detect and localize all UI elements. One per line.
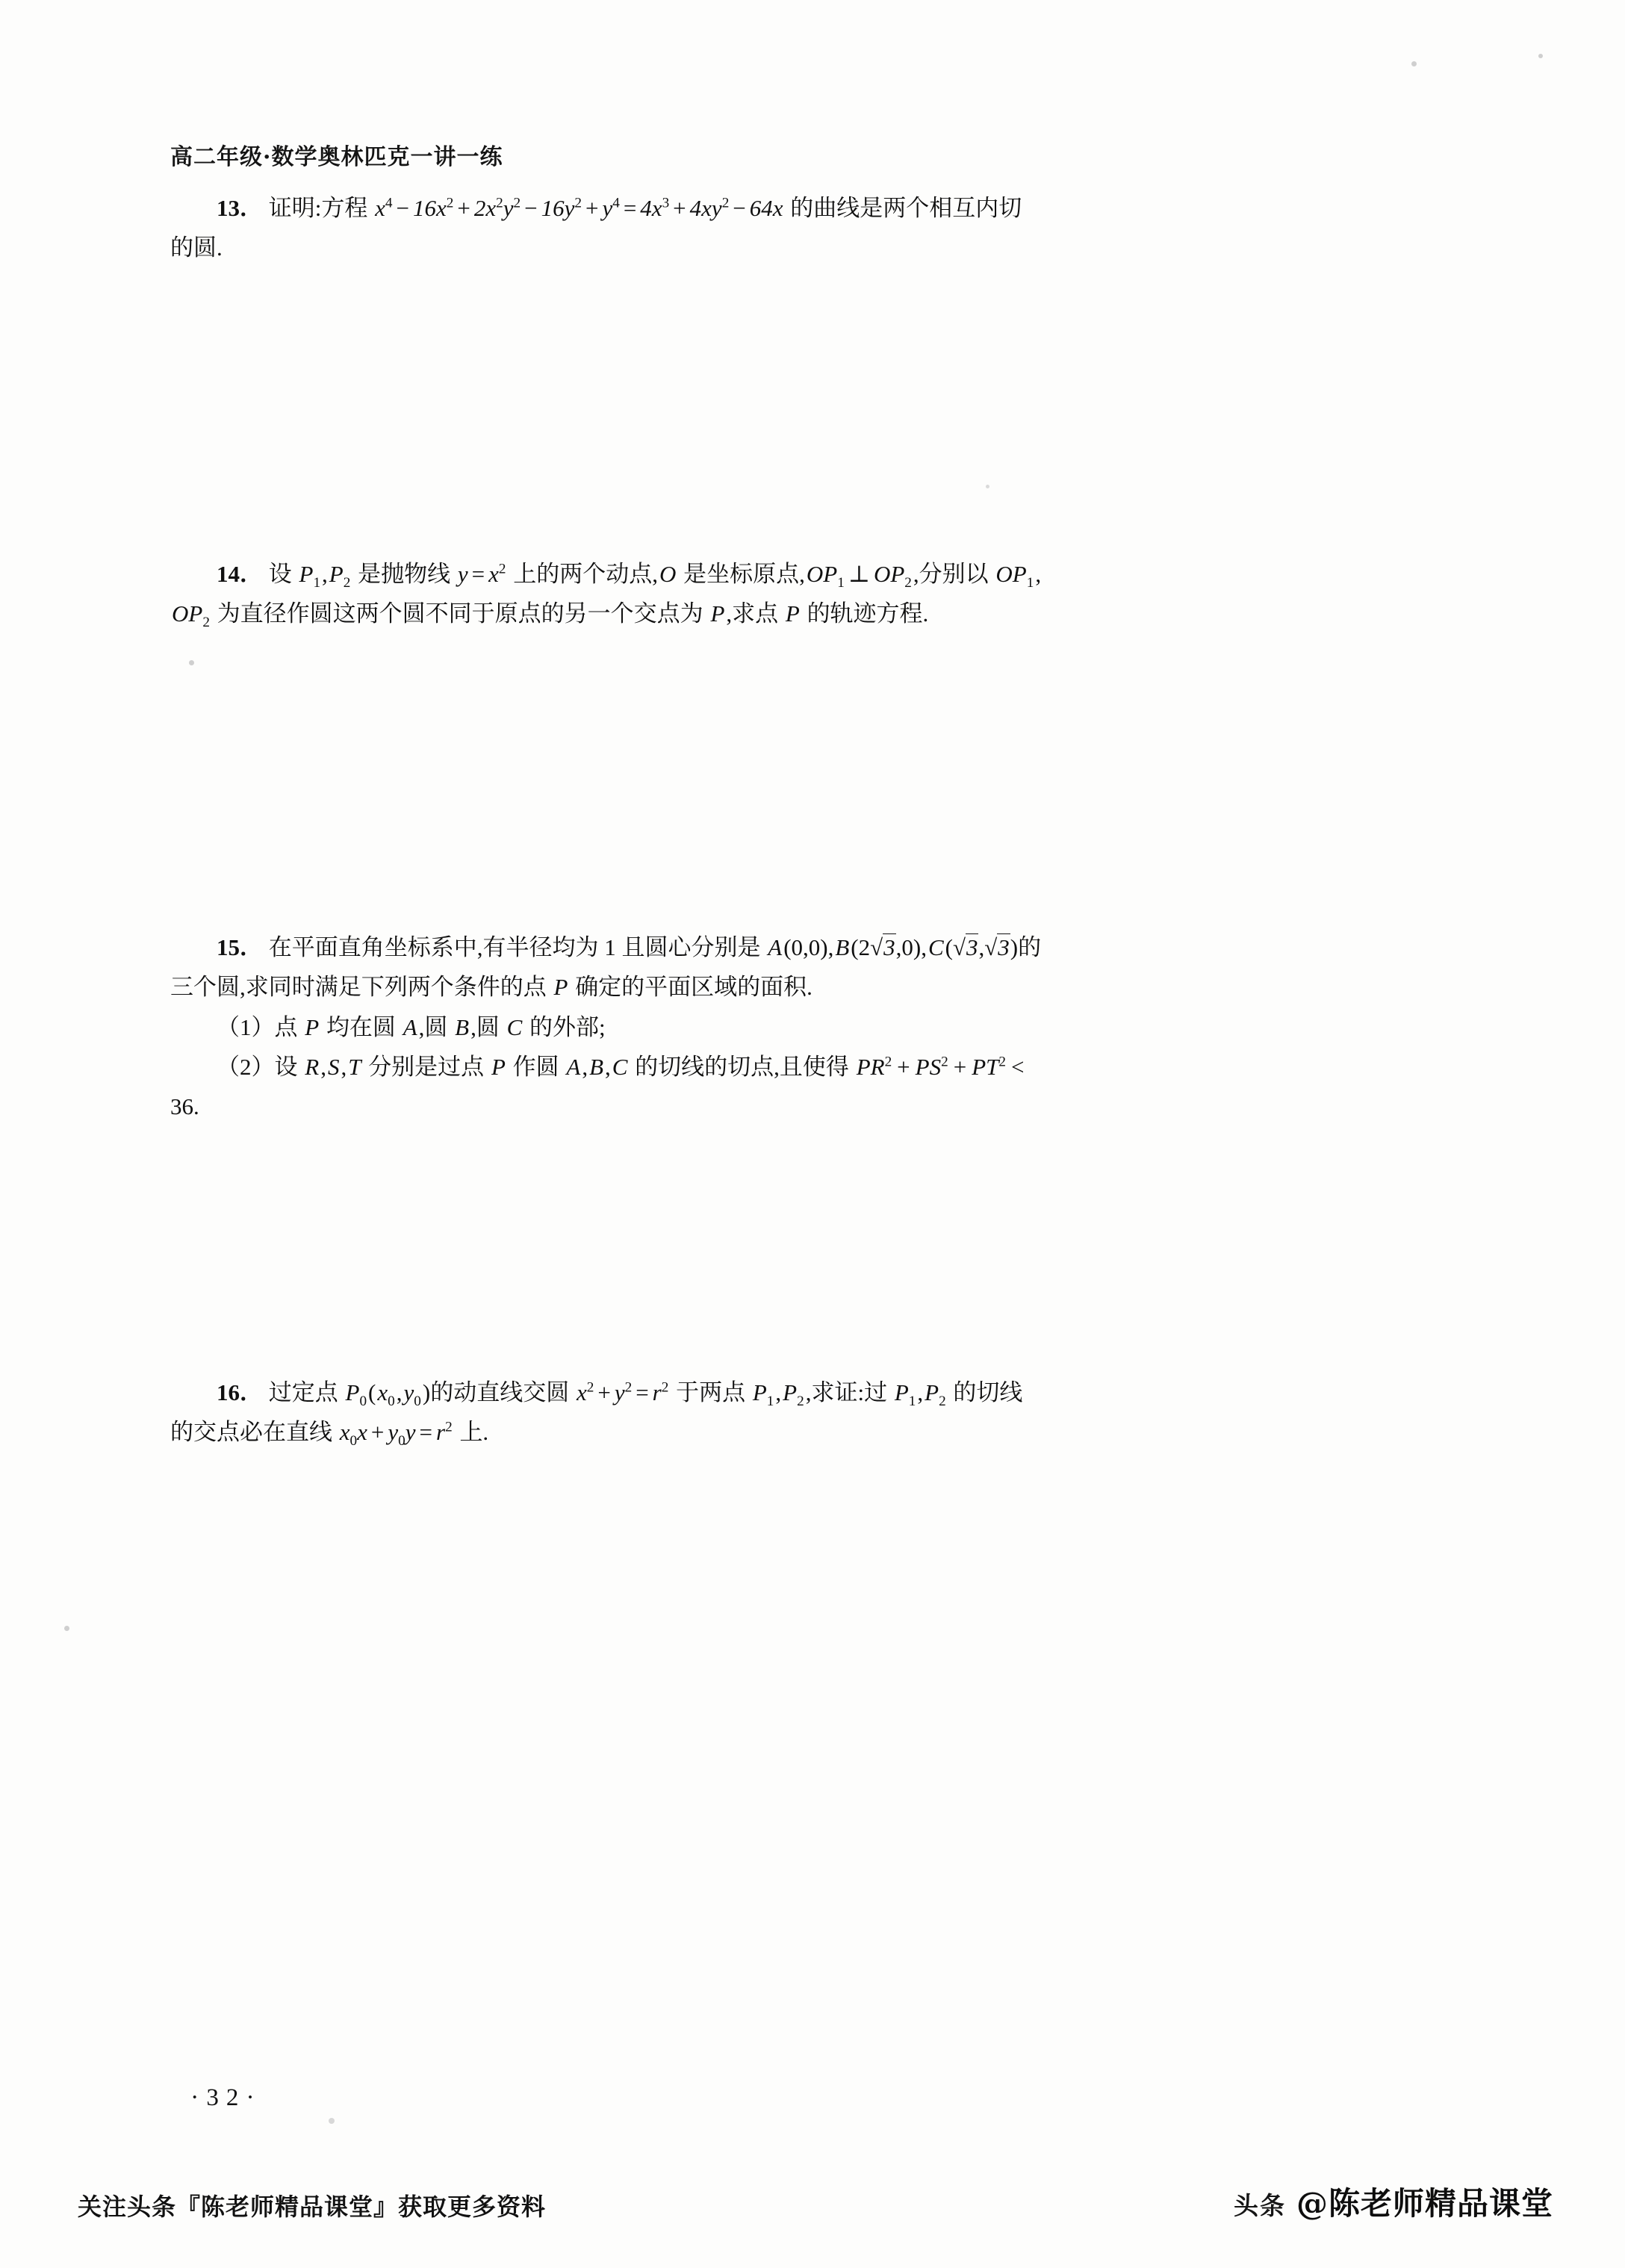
platform-label: 头条: [1233, 2191, 1286, 2220]
question-13-tail: 的曲线是两个相互内切: [790, 195, 1022, 221]
page-number-dot-right: ·: [246, 2084, 262, 2111]
question-15-item-2-cont: 36.: [170, 1093, 199, 1120]
question-15-item-1: （1）点 P 均在圆 A,圆 B,圆 C 的外部;: [217, 1013, 606, 1040]
scan-speck: [1538, 54, 1543, 58]
question-15-number: 15．: [217, 934, 263, 960]
scan-speck: [64, 1626, 69, 1631]
question-14: [170, 554, 1470, 634]
question-13-equation: $x^4 - 16x^2 + 2x^2y^2 - 16y^2 + y^4 = 4x^3 + 4xy^2 - 64x$: [375, 195, 783, 221]
question-16-line-1: 16． 过定点 $P_0(x_0,y_0)$的动直线交圆 $x^2 + y^2 = r^2$ 于两点 $P_1,P_2$,求证:过 $P_1,P_2$ 的切线: [217, 1379, 1023, 1410]
scan-speck: [1411, 61, 1417, 66]
question-14-line-1: 14． 设 $P_1,P_2$ 是抛物线 $y = x^2$ 上的两个动点,O 是坐标原点$,OP_1$ ⊥ $OP_2$,分别以 $OP_1$,: [217, 561, 1042, 591]
scan-speck: [986, 485, 989, 488]
scan-speck: [329, 2118, 335, 2124]
question-16-number: 16．: [217, 1379, 263, 1405]
question-15-item-2: （2）设 R,S,T 分别是过点 P 作圆 A,B,C 的切线的切点,且使得 $PR^2 + PS^2 + PT^2$ <: [217, 1053, 1025, 1080]
question-15: [170, 928, 1470, 1127]
account-handle: @陈老师精品课堂: [1296, 2185, 1553, 2222]
question-13-line-2: 的圆.: [170, 234, 223, 261]
question-16: [170, 1373, 1470, 1453]
question-13-lead: 证明:方程: [268, 195, 368, 221]
footer-promo-note: 关注头条『陈老师精品课堂』获取更多资料: [78, 2193, 547, 2221]
question-13: [170, 188, 1470, 268]
question-13-line-1: [170, 188, 1470, 228]
page-number-value: 32: [206, 2084, 246, 2111]
question-14-line-2: $OP_2$ 为直径作圆这两个圆不同于原点的另一个交点为 P,求点 P 的轨迹方程.: [172, 600, 929, 631]
question-16-line-2: 的交点必在直线 $x_0x + y_0y = r^2$ 上.: [170, 1419, 489, 1450]
scan-speck: [189, 660, 194, 665]
question-15-line-2: 三个圆,求同时满足下列两个条件的点 P 确定的平面区域的面积.: [170, 974, 812, 1001]
page-number-dot-left: ·: [190, 2084, 207, 2111]
running-head: 高二年级·数学奥林匹克一讲一练: [170, 144, 503, 170]
question-13-number: 13．: [217, 195, 263, 221]
page-number: [190, 2084, 262, 2112]
question-15-line-1: 15． 在平面直角坐标系中,有半径均为 1 且圆心分别是 A(0,0),B(2√3,0),C(√3,√3)的: [217, 934, 1042, 960]
footer-watermark: [1234, 2179, 1553, 2224]
question-14-number: 14．: [217, 561, 263, 587]
